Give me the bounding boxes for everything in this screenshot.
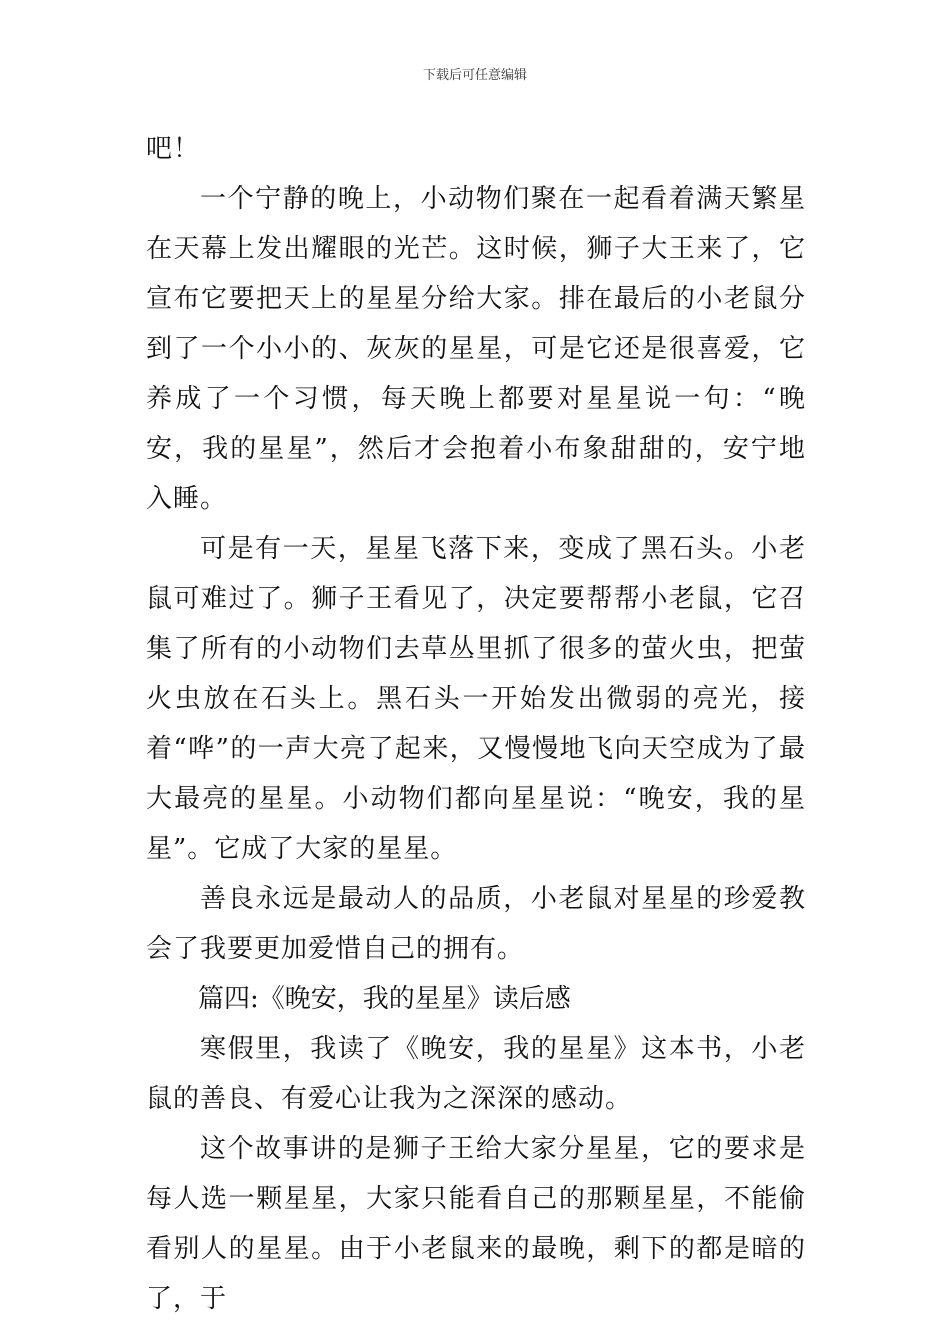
document-body: [146, 124, 806, 1324]
paragraph-3: 可是有一天，星星飞落下来，变成了黑石头。小老鼠可难过了。狮子王看见了，决定要帮帮小老鼠，它召集了所有的小动物们去草丛里抓了很多的萤火虫，把萤火虫放在石头上。黑石头一开始发出微弱的亮光，接着“哗”的一声大亮了起来，又慢慢地飞向天空成为了最大最亮的星星。小动物们都向星星说：“晚安，我的星星”。它成了大家的星星。: [146, 534, 806, 864]
paragraph-6: 这个故事讲的是狮子王给大家分星星，它的要求是每人选一颗星星，大家只能看自己的那颗星星，不能偷看别人的星星。由于小老鼠来的最晚，剩下的都是暗的了，于: [146, 1134, 806, 1314]
section-heading: 篇四:《晚安，我的星星》读后感: [198, 984, 571, 1014]
page-header: 下载后可任意编辑: [422, 68, 527, 83]
paragraph-5: 寒假里，我读了《晚安，我的星星》这本书，小老鼠的善良、有爱心让我为之深深的感动。: [146, 1034, 806, 1114]
paragraph-4: 善良永远是最动人的品质，小老鼠对星星的珍爱教会了我要更加爱惜自己的拥有。: [146, 884, 806, 964]
paragraph-1: 吧！: [146, 134, 201, 164]
paragraph-2: 一个宁静的晚上，小动物们聚在一起看着满天繁星在天幕上发出耀眼的光芒。这时候，狮子大王来了，它宣布它要把天上的星星分给大家。排在最后的小老鼠分到了一个小小的、灰灰的星星，可是它还是很喜爱，它养成了一个习惯，每天晚上都要对星星说一句：“晚安，我的星星”，然后才会抱着小布象甜甜的，安宁地入睡。: [146, 184, 806, 514]
